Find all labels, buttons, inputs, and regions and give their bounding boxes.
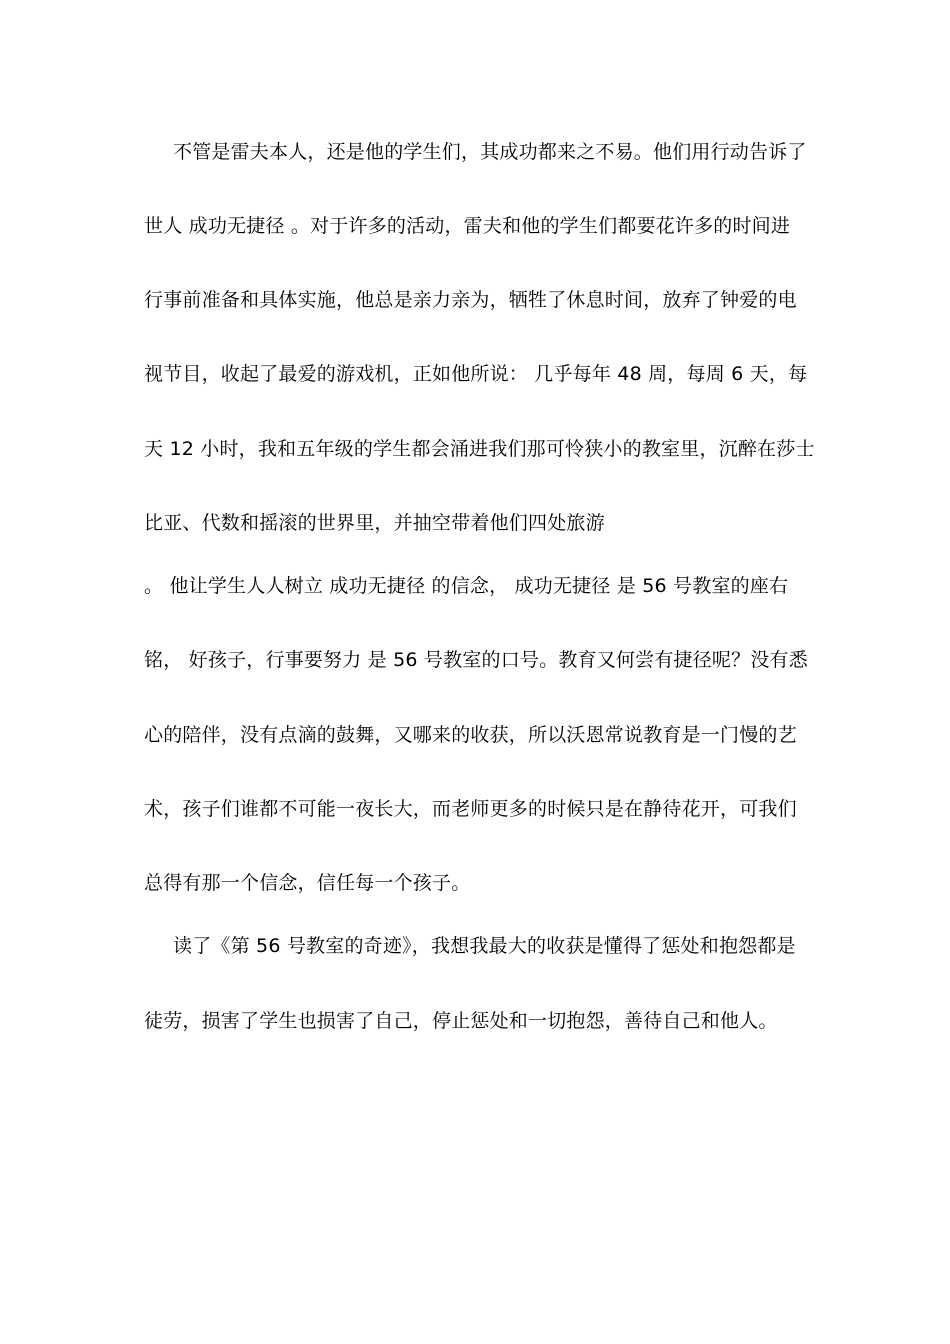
paragraph-1-line-2: 世人 成功无捷径 。对于许多的活动，雷夫和他的学生们都要花许多的时间进 — [144, 215, 791, 237]
paragraph-1-line-5: 天 12 小时，我和五年级的学生都会涌进我们那可怜狭小的教室里，沉醉在莎士 — [144, 438, 815, 460]
paragraph-1-line-11: 总得有那一个信念，信任每一个孩子。 — [144, 872, 471, 894]
paragraph-1-line-4: 视节目，收起了最爱的游戏机，正如他所说： 几乎每年 48 周，每周 6 天，每 — [144, 363, 808, 385]
paragraph-2-line-1: 读了《第 56 号教室的奇迹》，我想我最大的收获是懂得了惩处和抱怨都是 — [173, 935, 796, 957]
paragraph-2-line-2: 徒劳，损害了学生也损害了自己，停止惩处和一切抱怨，善待自己和他人。 — [144, 1010, 778, 1032]
paragraph-1-line-7: 。 他让学生人人树立 成功无捷径 的信念， 成功无捷径 是 56 号教室的座右 — [144, 575, 789, 597]
paragraph-1-line-9: 心的陪伴，没有点滴的鼓舞，又哪来的收获，所以沃恩常说教育是一门慢的艺 — [144, 724, 797, 746]
paragraph-1-line-6: 比亚、代数和摇滚的世界里，并抽空带着他们四处旅游 — [144, 512, 605, 534]
paragraph-1-line-3: 行事前准备和具体实施，他总是亲力亲为，牺牲了休息时间，放弃了钟爱的电 — [144, 289, 797, 311]
paragraph-1-line-8: 铭， 好孩子，行事要努力 是 56 号教室的口号。教育又何尝有捷径呢？没有悉 — [144, 649, 808, 671]
paragraph-1-line-10: 术，孩子们谁都不可能一夜长大，而老师更多的时候只是在静待花开，可我们 — [144, 798, 797, 820]
paragraph-1-line-1: 不管是雷夫本人，还是他的学生们，其成功都来之不易。他们用行动告诉了 — [173, 141, 807, 163]
